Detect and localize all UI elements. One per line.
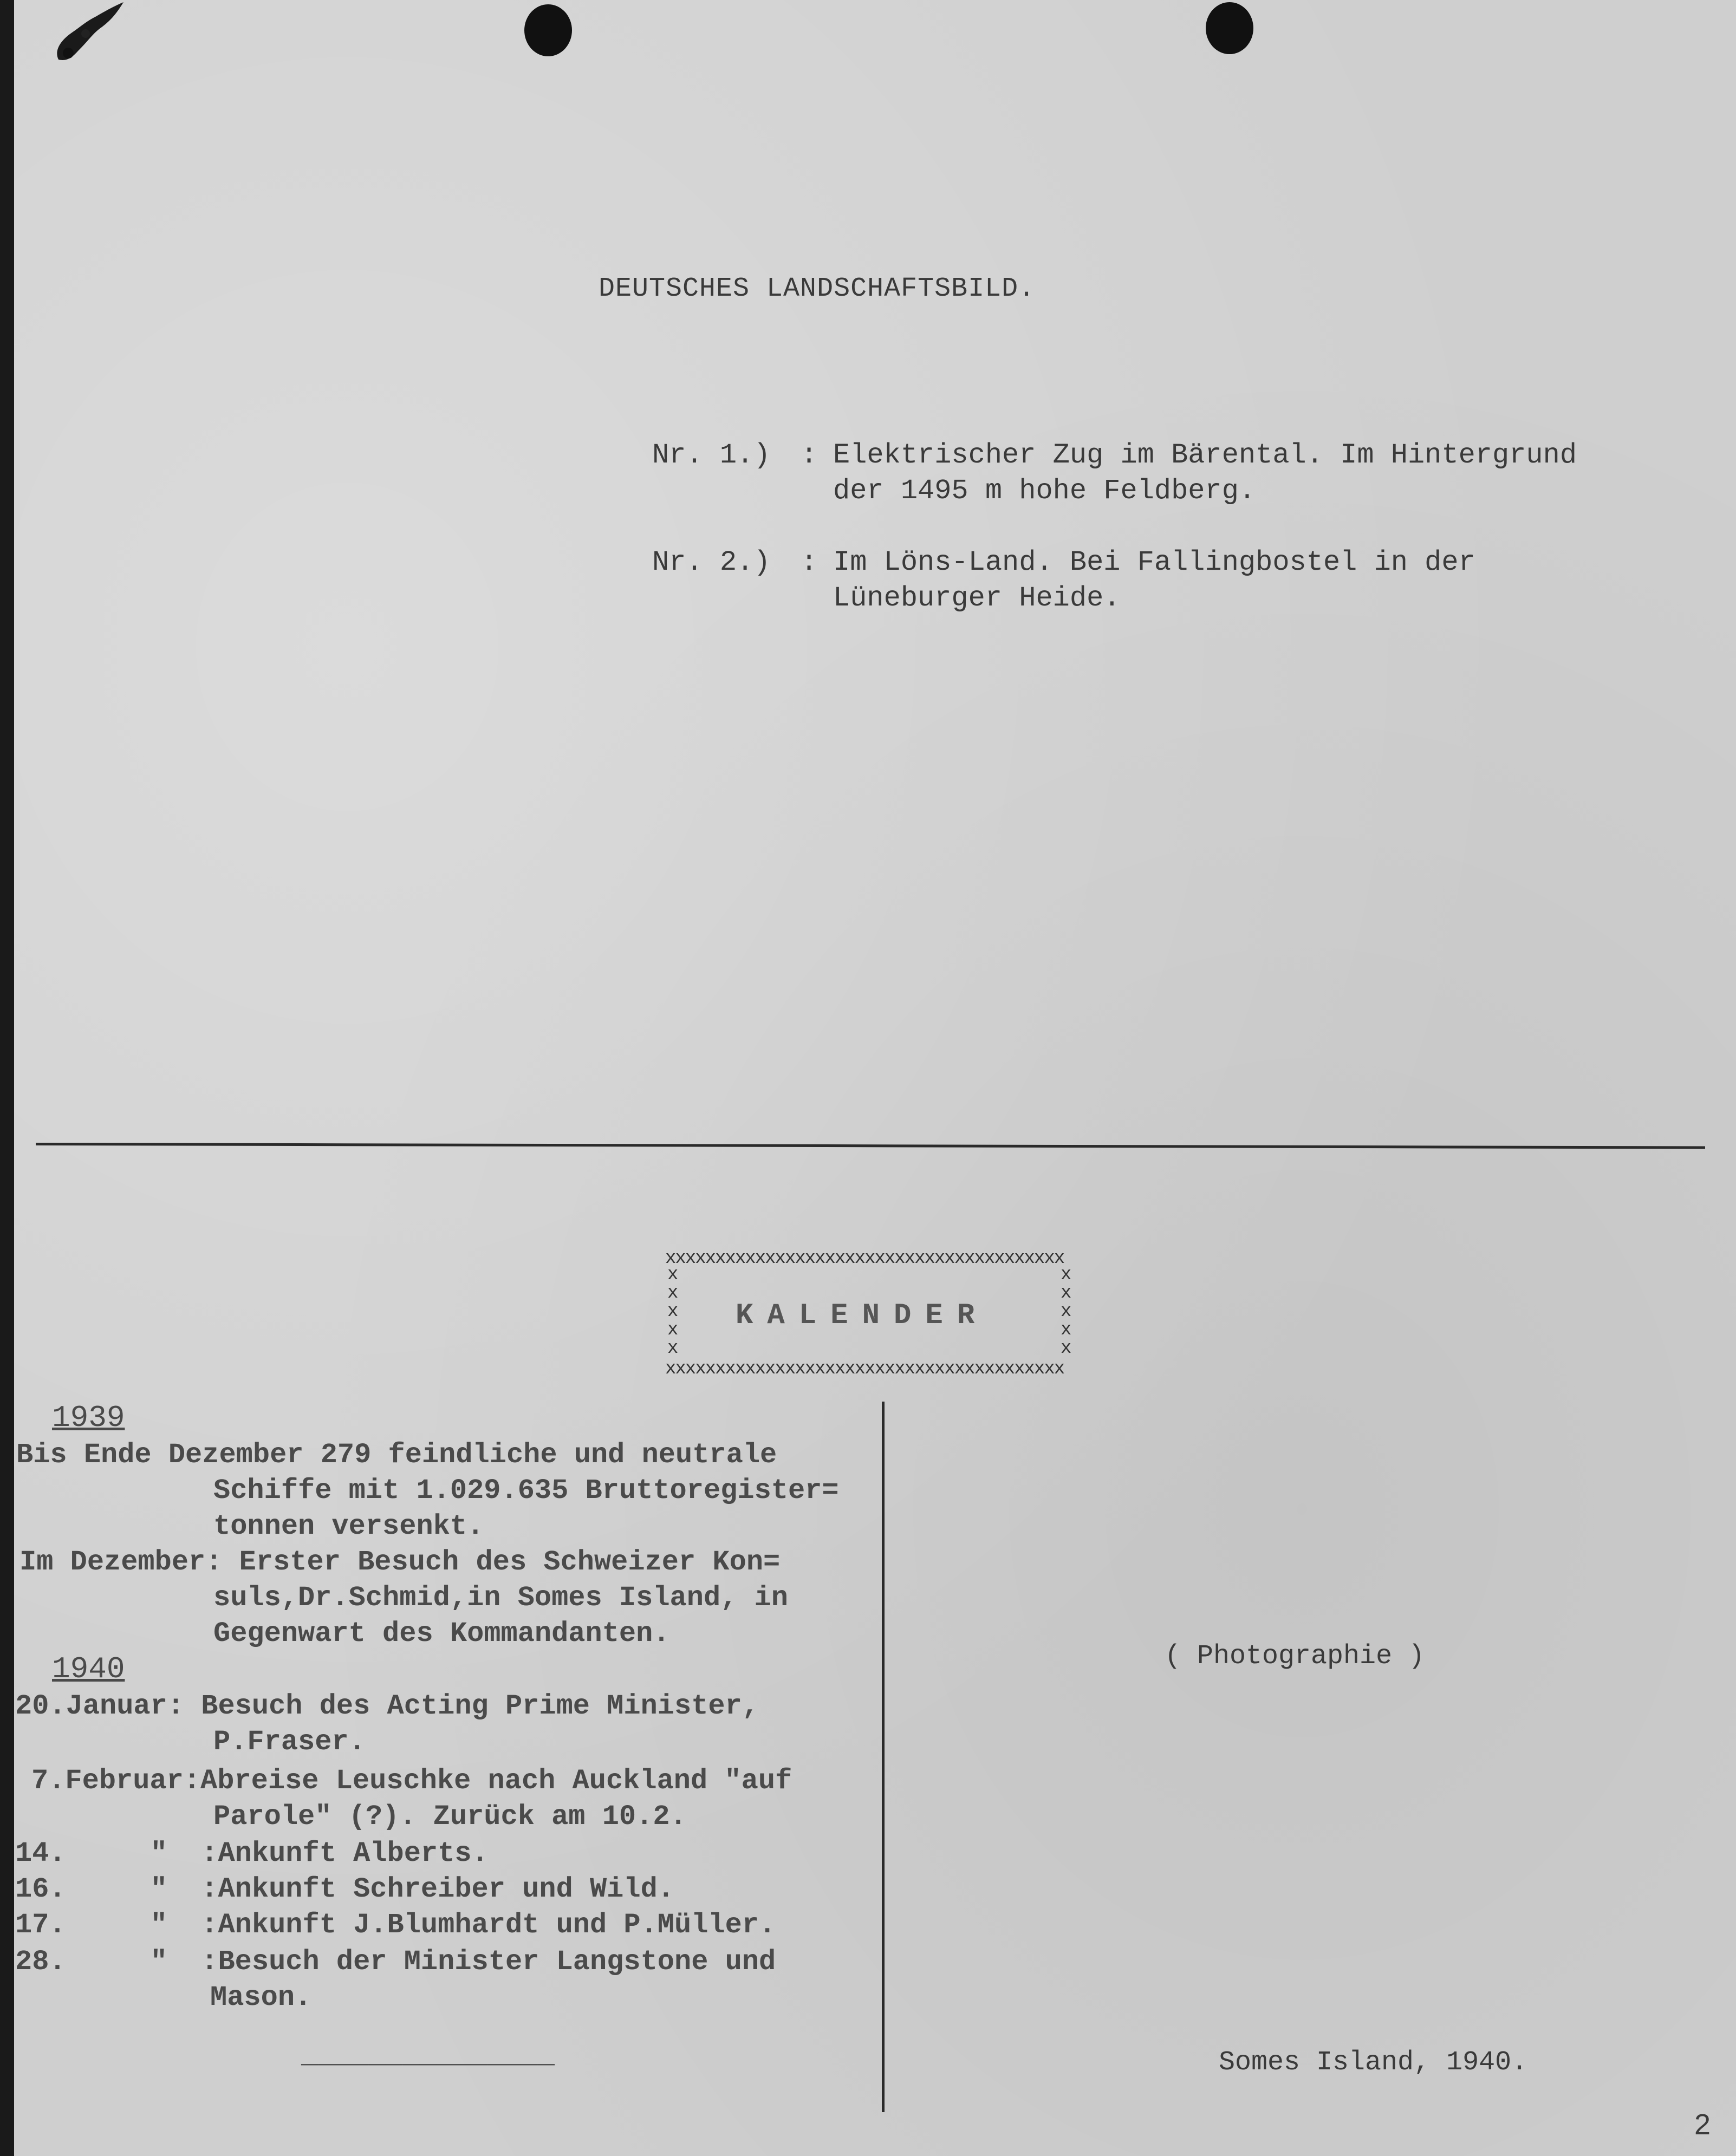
ink-smudge (48, 0, 129, 70)
entry-1940-line-6: 16. " :Ankunft Schreiber und Wild. (15, 1873, 674, 1905)
calendar-column-divider (882, 1402, 885, 2112)
entry-1939-line-1: Bis Ende Dezember 279 feindliche und neutrale (16, 1439, 777, 1471)
entry-1939-line-5: suls,Dr.Schmid,in Somes Island, in (213, 1582, 788, 1614)
punch-hole-left (524, 4, 572, 56)
entry-1940-line-3: 7.Februar:Abreise Leuschke nach Auckland "auf (31, 1765, 792, 1797)
entry-1940-line-9: Mason. (210, 1982, 312, 2014)
place-date: Somes Island, 1940. (1219, 2047, 1528, 2078)
entry-1940-line-5: 14. " :Ankunft Alberts. (15, 1838, 489, 1870)
scan-left-edge (0, 0, 14, 2156)
image-1-line-1: Elektrischer Zug im Bärental. Im Hintergrund (833, 439, 1577, 471)
image-2-nr: Nr. 2.) (652, 546, 771, 578)
kalender-border-left: x x x x x (667, 1265, 678, 1359)
kalender-heading-box (665, 1249, 1078, 1379)
kalender-heading: KALENDER (736, 1299, 989, 1332)
kalender-border-top: xxxxxxxxxxxxxxxxxxxxxxxxxxxxxxxxxxxxxxxx (665, 1249, 1064, 1268)
kalender-border-right: x x x x x (1061, 1265, 1071, 1359)
entry-1939-line-4: Im Dezember: Erster Besuch des Schweizer Kon= (19, 1546, 781, 1578)
image-1-line-2: der 1495 m hohe Feldberg. (833, 475, 1256, 507)
image-2-line-1: Im Löns-Land. Bei Fallingbostel in der (833, 546, 1475, 578)
entry-1940-line-8: 28. " :Besuch der Minister Langstone und (15, 1946, 776, 1978)
entry-1940-line-1: 20.Januar: Besuch des Acting Prime Minister, (15, 1690, 759, 1722)
punch-hole-right (1206, 2, 1253, 54)
year-1940: 1940 (52, 1652, 125, 1686)
entry-1939-line-3: tonnen versenkt. (213, 1510, 484, 1542)
entry-1939-line-2: Schiffe mit 1.029.635 Bruttoregister= (213, 1475, 839, 1507)
entry-1940-line-2: P.Fraser. (213, 1726, 366, 1758)
kalender-border-bottom: xxxxxxxxxxxxxxxxxxxxxxxxxxxxxxxxxxxxxxxx (665, 1360, 1064, 1378)
image-2-line-2: Lüneburger Heide. (833, 582, 1121, 614)
entry-1940-line-7: 17. " :Ankunft J.Blumhardt und P.Müller. (15, 1909, 776, 1941)
image-1-nr: Nr. 1.) (652, 439, 771, 471)
entry-1940-line-4: Parole" (?). Zurück am 10.2. (213, 1801, 687, 1833)
image-2-separator: : (801, 546, 818, 578)
photo-placeholder: ( Photographie ) (1165, 1641, 1425, 1672)
section-title: DEUTSCHES LANDSCHAFTSBILD. (599, 273, 1036, 304)
closing-rule: _______________ (301, 2039, 555, 2071)
entry-1939-line-6: Gegenwart des Kommandanten. (213, 1618, 670, 1650)
page-number: 2 (1694, 2108, 1711, 2141)
year-1939: 1939 (52, 1401, 125, 1435)
image-1-separator: : (801, 439, 818, 471)
